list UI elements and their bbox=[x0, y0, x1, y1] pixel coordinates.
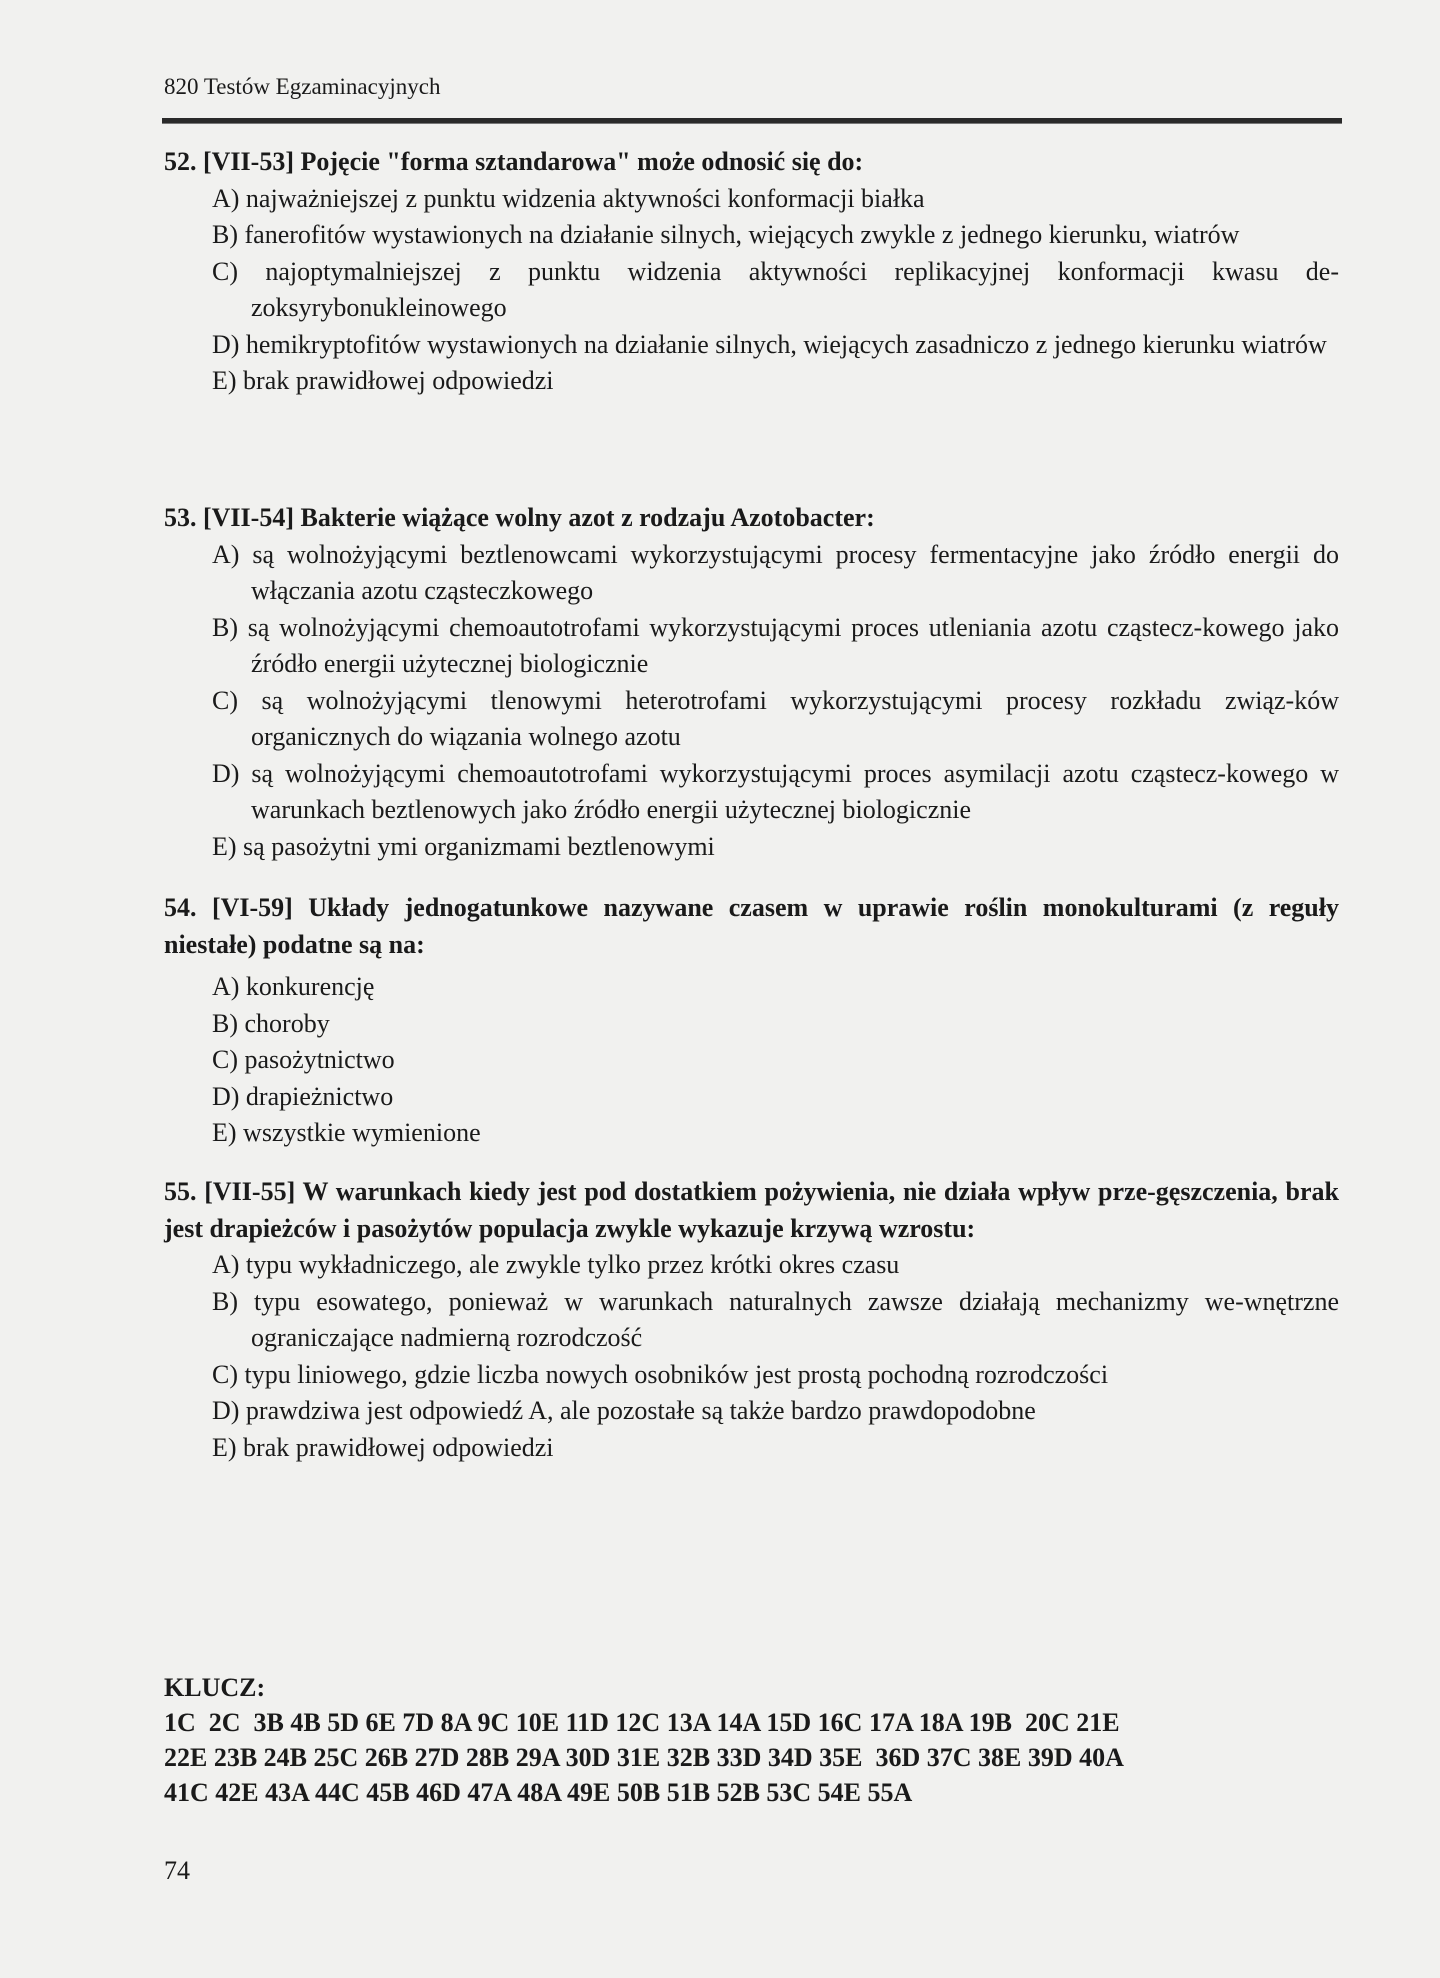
option-d: D) prawdziwa jest odpowiedź A, ale pozostałe są także bardzo prawdopodobne bbox=[212, 1396, 1036, 1425]
question-title: 55. [VII-55] W warunkach kiedy jest pod dostatkiem pożywienia, nie działa wpływ prze-gęszczenia, brak jest drapieżców i pasożytów populacja zwykle wykazuje krzywą wzrostu: bbox=[164, 1177, 1339, 1243]
option-b: B) fanerofitów wystawionych na działanie silnych, wiejących zwykle z jednego kierunku, wiatrów bbox=[212, 220, 1240, 249]
question-title: 53. [VII-54] Bakterie wiążące wolny azot z rodzaju Azotobacter: bbox=[164, 503, 875, 532]
option-a: A) konkurencję bbox=[212, 972, 375, 1001]
page-number: 74 bbox=[164, 1856, 190, 1885]
option-e: E) wszystkie wymienione bbox=[212, 1118, 481, 1147]
answer-key-line: 22E 23B 24B 25C 26B 27D 28B 29A 30D 31E 32B 33D 34D 35E 36D 37C 38E 39D 40A bbox=[164, 1743, 1124, 1772]
header-rule bbox=[162, 118, 1342, 124]
option-a: A) najważniejszej z punktu widzenia aktywności konformacji białka bbox=[212, 183, 925, 213]
answer-key-line: 1C 2C 3B 4B 5D 6E 7D 8A 9C 10E 11D 12C 13A 14A 15D 16C 17A 18A 19B 20C 21E bbox=[164, 1708, 1120, 1737]
option-b: B) typu esowatego, ponieważ w warunkach naturalnych zawsze działają mechanizmy we-wnętrzne ograniczające nadmierną rozrodczość bbox=[212, 1286, 1339, 1352]
question-53 bbox=[164, 500, 1339, 865]
question-title: 54. [VI-59] Układy jednogatunkowe nazywane czasem w uprawie roślin monokulturami (z reguły niestałe) podatne są na: bbox=[164, 893, 1339, 959]
option-c: C) pasożytnictwo bbox=[212, 1045, 395, 1074]
option-b: B) są wolnożyjącymi chemoautotrofami wykorzystującymi proces utleniania azotu cząstecz-kowego jako źródło energii użytecznej biologicznie bbox=[212, 612, 1339, 678]
option-c: C) są wolnożyjącymi tlenowymi heterotrofami wykorzystującymi procesy rozkładu związ-ków organicznych do wiązania wolnego azotu bbox=[212, 685, 1339, 751]
question-52 bbox=[164, 144, 1339, 400]
option-b: B) choroby bbox=[212, 1008, 330, 1038]
option-c: C) najoptymalniejszej z punktu widzenia aktywności replikacyjnej konformacji kwasu de-zoksyrybonukleinowego bbox=[212, 256, 1339, 322]
option-a: A) typu wykładniczego, ale zwykle tylko przez krótki okres czasu bbox=[212, 1250, 900, 1279]
option-d: D) hemikryptofitów wystawionych na działanie silnych, wiejących zasadniczo z jednego kierunku wiatrów bbox=[212, 329, 1327, 359]
answer-key bbox=[164, 1670, 1339, 1810]
answer-key-line: 41C 42E 43A 44C 45B 46D 47A 48A 49E 50B 51B 52B 53C 54E 55A bbox=[164, 1778, 913, 1807]
answer-key-label: KLUCZ: bbox=[164, 1673, 266, 1702]
question-55 bbox=[164, 1174, 1339, 1466]
option-d: D) drapieżnictwo bbox=[212, 1081, 394, 1111]
option-e: E) brak prawidłowej odpowiedzi bbox=[212, 366, 554, 395]
option-d: D) są wolnożyjącymi chemoautotrofami wykorzystującymi proces asymilacji azotu cząstecz-kowego w warunkach beztlenowych jako źródło energii użytecznej biologicznie bbox=[212, 758, 1339, 824]
option-e: E) brak prawidłowej odpowiedzi bbox=[212, 1432, 554, 1462]
running-header: 820 Testów Egzaminacyjnych bbox=[164, 74, 441, 99]
option-a: A) są wolnożyjącymi beztlenowcami wykorzystującymi procesy fermentacyjne jako źródło energii do włączania azotu cząsteczkowego bbox=[212, 539, 1339, 605]
question-54 bbox=[164, 890, 1339, 1152]
question-title: 52. [VII-53] Pojęcie "forma sztandarowa" może odnosić się do: bbox=[164, 147, 864, 176]
option-e: E) są pasożytni ymi organizmami beztlenowymi bbox=[212, 831, 715, 861]
option-c: C) typu liniowego, gdzie liczba nowych osobników jest prostą pochodną rozrodczości bbox=[212, 1359, 1109, 1389]
